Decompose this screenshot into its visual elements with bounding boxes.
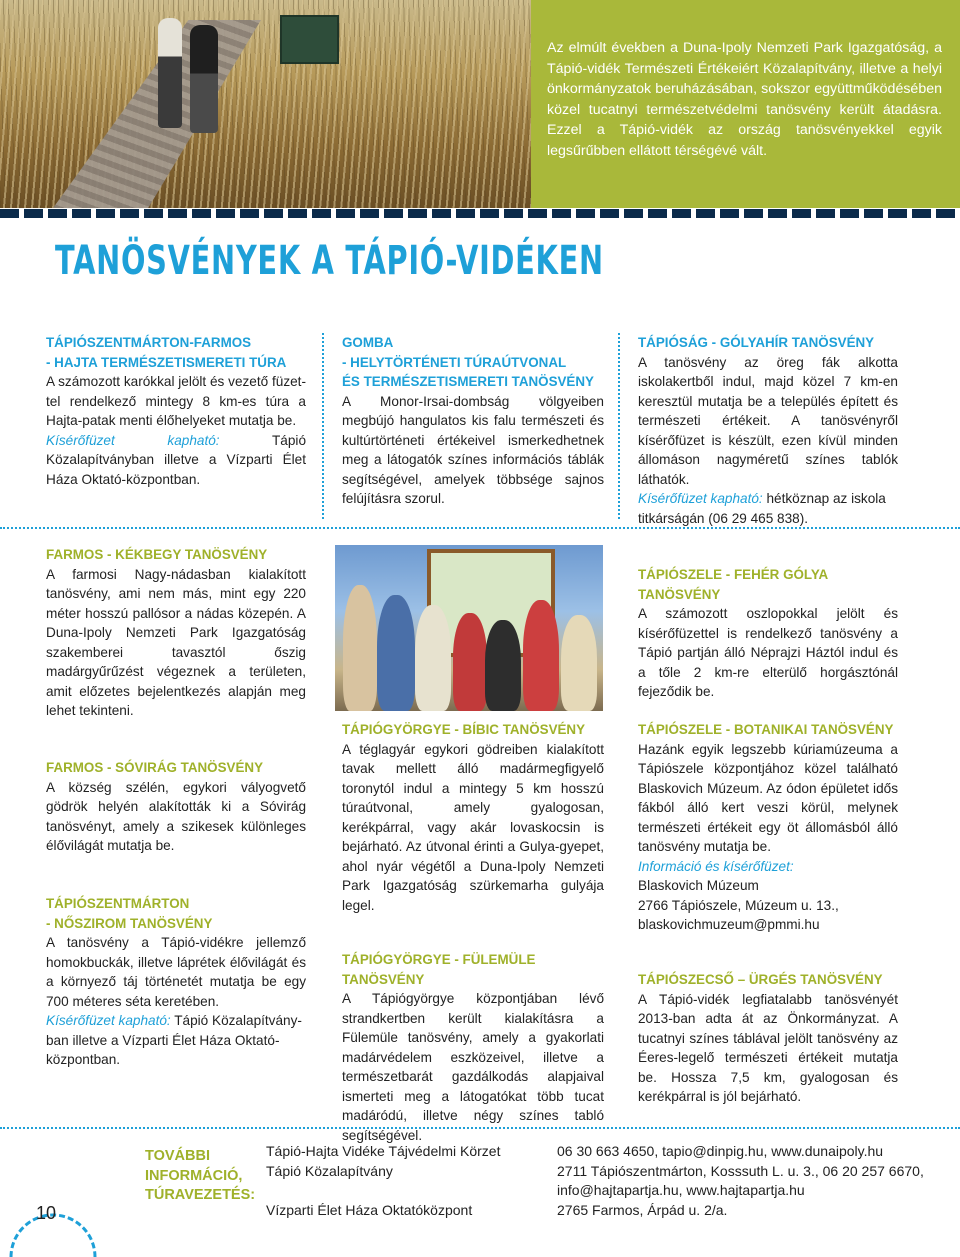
section-title: TÁPIÓSÁG - GÓLYAHÍR TANÖSVÉNY (638, 335, 875, 350)
section-subtitle: - NŐSZIROM TANÖSVÉNY (46, 915, 213, 931)
child-figure (523, 600, 559, 711)
child-figure (377, 595, 415, 711)
footer-contact: info@hajtapartja.hu, www.hajtapartja.hu (557, 1182, 805, 1198)
section-tapioszele-feher-golya (638, 565, 898, 702)
section-title: TÁPIÓGYÖRGYE - FÜLEMÜLE TANÖSVÉNY (342, 952, 536, 987)
section-body: A Tápió-vidék legfiatalabb tanösvényét 2013-ban adta át az Önkormányzat. A tucatnyi színes táblával jelölt tanösvény az Éeres-legelő természeti értékeit mutatja be. Hossza 7,5 km, gyalogosan és kerékpárral is jól bejárható. (638, 991, 898, 1104)
contact-line: blaskovichmuzeum@pmmi.hu (638, 917, 820, 932)
child-figure (453, 613, 487, 711)
highlight-label: Kísérőfüzet kapható: (46, 1013, 171, 1028)
section-body: A Tápiógyörgye központjában lévő strandkertben került kialakításra a Fülemüle tanösvény, amely a gyakorlati madárvédelem eszközeivel, illetve a természetbarát gazdálkodás alapjaival ismerteti meg a látogatókat több tucat madáródú, illetve négy színes tabló segítségével. (342, 991, 604, 1143)
dashed-divider (0, 209, 960, 218)
section-body: A Monor-Irsai-dombság völgyeiben megbújó hangulatos kis falu természeti és kultúrtörténeti értékeivel ismerkedhetnek meg a látogatók színes információs táblák segítségével, amelyek többsége sajnos felújításra szorul. (342, 393, 604, 506)
section-gomba (342, 333, 604, 509)
page-number: 10 (36, 1203, 57, 1223)
footer-contact: 06 30 663 4650, tapio@dinpig.hu, www.dunaipoly.hu (557, 1143, 884, 1159)
section-body: A téglagyár egykori gödreiben kialakított tavak mellett álló madármegfigyelő toronytól indul a mintegy 5 km hosszú túraútvonal, amely gyalogosan, kerékpárral, vagy akár lovaskocsin is bejárható. Az útvonal érinti a Gulya-gyepet, ahol nyár végétől a Duna-Ipoly Nemzeti Park Igazgatóság szürkemarha gulyája legel. (342, 741, 604, 913)
section-body: A farmosi Nagy-nádasban kialakított tanösvény, ami nem más, mint egy 220 méter hosszú pallósor a nádas közepén. A Duna-Ipoly Nemzeti Park Igazgatóság szakemberei tavasztól őszig madárgyűrűzést végeznek a területen, amit előzetes bejelentkezés alapján meg lehet tekinteni. (46, 566, 306, 718)
section-body: A község szélén, egykori vályogvető gödrök helyén alakították ki a Sóvirág tanösvényt, amely a szikesek különleges élővilágát mutatja be. (46, 779, 306, 853)
section-body: A számozott karókkal jelölt és vezető füzet-tel rendelkező mintegy 8 km-es túra a Hajta-patak menti élőhelyeket mutatja be. (46, 374, 306, 428)
column-divider (618, 333, 620, 519)
footer-contact: 2711 Tápiószentmárton, Kosssuth L. u. 3., 06 20 257 6670, (557, 1162, 924, 1179)
contact-line: Blaskovich Múzeum (638, 878, 759, 893)
column-divider (322, 333, 324, 519)
highlight-label: Információ és kísérőfüzet: (638, 858, 794, 874)
footer-contacts (557, 1142, 960, 1220)
highlight-label: Kísérőfüzet kapható: (46, 432, 220, 448)
section-title: GOMBA (342, 335, 394, 350)
person-figure (158, 18, 182, 128)
section-title: TÁPIÓGYÖRGYE - BÍBIC TANÖSVÉNY (342, 722, 586, 737)
section-body: A tanösvény az öreg fák alkotta iskolakertből indul, majd közel 7 km-en keresztül mutatja be a település épített és természeti értékeit. A tanösvényről kísérőfüzet is készült, ezen kívül minden állomáson nagyméretű színes tablók láthatók. (638, 354, 898, 487)
page-number-circle (6, 1145, 100, 1257)
contact-line: 2766 Tápiószele, Múzeum u. 13., (638, 897, 839, 913)
footer-divider (0, 1127, 960, 1131)
section-title: FARMOS - SÓVIRÁG TANÖSVÉNY (46, 760, 263, 775)
section-title: TÁPIÓSZENTMÁRTON (46, 896, 190, 911)
section-subtitle: ÉS TERMÉSZETISMERETI TANÖSVÉNY (342, 374, 594, 389)
section-divider (0, 527, 960, 529)
intro-box (531, 0, 960, 208)
section-subtitle: - HELYTÖRTÉNETI TÚRAÚTVONAL (342, 354, 567, 370)
section-subtitle: - HAJTA TERMÉSZETISMERETI TÚRA (46, 354, 287, 370)
section-tapiogyorgye-bibic (342, 720, 604, 915)
child-figure (343, 585, 377, 711)
section-farmos-sovirag (46, 758, 306, 856)
footer-label (145, 1147, 255, 1206)
section-body-after: hétköznap az iskola titkárságán (06 29 465 838). (638, 491, 886, 526)
section-title: TÁPIÓSZENTMÁRTON-FARMOS (46, 335, 252, 350)
child-figure (485, 620, 521, 711)
footer-label-line: TOVÁBBI (145, 1148, 210, 1164)
footer-organizations (266, 1142, 546, 1220)
section-tapioszentmarton-farmos (46, 333, 306, 489)
footer-label-line: TÚRAVEZETÉS: (145, 1187, 256, 1203)
children-group-photo (335, 545, 603, 711)
footer-contact: 2765 Farmos, Árpád u. 2/a. (557, 1201, 728, 1218)
section-tapiogyorgye-fulemule (342, 950, 604, 1145)
section-body: Hazánk egyik legszebb kúriamúzeuma a Tápiószele központjához közel található Blaskovich Múzeum. Az ódon épületet idős fákból álló kert veszi körül, melynek természeti értékeit egy öt állomásból álló tanösvény mutatja be. (638, 741, 898, 854)
child-figure (415, 605, 451, 711)
section-tapioszecso (638, 970, 898, 1107)
section-farmos-kekbegy (46, 545, 306, 721)
section-body-after: Tápió Közalapítványban illetve a Vízparti Élet Háza Oktató-központban. (46, 432, 307, 487)
boardwalk-photo (0, 0, 531, 208)
footer-org: Tápió Közalapítvány (266, 1162, 393, 1179)
section-body: A számozott oszlopokkal jelölt és kísérőfüzettel is rendelkező tanösvény a Tápió partján álló Néprajzi Háztól indul és a tőle 2 km-re elterülő horgásztónál fejeződik be. (638, 606, 898, 699)
section-title: TÁPIÓSZECSŐ – ÜRGÉS TANÖSVÉNY (638, 972, 883, 987)
intro-text: Az elmúlt években a Duna-Ipoly Nemzeti Park Igazgatóság, a Tápió-vidék Természeti Értékeiért Közalapítvány, illetve a helyi önkormányzatok beruházásában, sokszor együttműködésében közel tucatnyi természetvédelmi tanösvény került átadásra. Ezzel a Tápió-vidék az ország tanösvényekkel egyik legsűrűbben ellátott térségévé vált. (547, 40, 942, 159)
footer-org: Vízparti Élet Háza Oktatóközpont (266, 1201, 473, 1218)
section-body-after: Tápió Közalapítvány-ban illetve a Vízparti Élet Háza Oktató-központban. (46, 1013, 302, 1067)
section-tapiosag (638, 333, 898, 528)
section-tapioszentmarton-noszirom (46, 894, 306, 1070)
bird-hide (280, 15, 339, 64)
section-title: TÁPIÓSZELE - BOTANIKAI TANÖSVÉNY (638, 722, 894, 737)
footer-org: Tápió-Hajta Vidéke Tájvédelmi Körzet (266, 1143, 501, 1159)
section-title: FARMOS - KÉKBEGY TANÖSVÉNY (46, 547, 268, 562)
section-tapioszele-botanikai (638, 720, 898, 935)
highlight-label: Kísérőfüzet kapható: (638, 491, 763, 506)
child-figure (561, 615, 597, 711)
section-title: TÁPIÓSZELE - FEHÉR GÓLYA TANÖSVÉNY (638, 567, 828, 602)
footer-label-line: INFORMÁCIÓ, (145, 1167, 243, 1184)
section-body: A tanösvény a Tápió-vidékre jellemző homokbuckák, illetve láprétek élővilágát és a környező táj történetét mutatja be egy 700 méteres séta keretében. (46, 935, 306, 1009)
person-figure (190, 25, 218, 133)
page-title: TANÖSVÉNYEK A TÁPIÓ-VIDÉKEN (55, 238, 604, 284)
